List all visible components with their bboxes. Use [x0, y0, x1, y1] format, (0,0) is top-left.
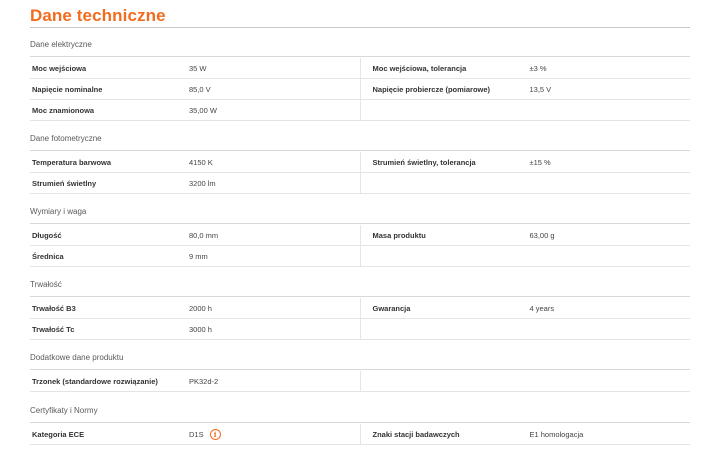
spec-value: PK32d-2: [189, 376, 219, 386]
section-heading-lifetime: Trwałość: [30, 280, 62, 289]
spec-value: 9 mm: [189, 251, 208, 261]
spec-value: 85,0 V: [189, 84, 211, 94]
spec-label: Długość: [32, 230, 62, 240]
spec-value: 35,00 W: [189, 105, 217, 115]
table-row: [30, 298, 690, 319]
section-divider: [30, 296, 690, 297]
table-row: [30, 371, 690, 392]
spec-value: 63,00 g: [529, 230, 555, 240]
table-row: [30, 225, 690, 246]
spec-label: Gwarancja: [372, 303, 411, 313]
table-row: [30, 58, 690, 79]
section-divider: [30, 56, 690, 57]
spec-value: 3000 h: [189, 324, 212, 334]
spec-value: 2000 h: [189, 303, 212, 313]
section-heading-electrical: Dane elektryczne: [30, 40, 92, 49]
spec-label: Masa produktu: [372, 230, 426, 240]
section-heading-photometric: Dane fotometryczne: [30, 134, 102, 143]
section-heading-dimensions: Wymiary i waga: [30, 207, 87, 216]
spec-value: 13,5 V: [529, 84, 552, 94]
spec-label: Napięcie probiercze (pomiarowe): [372, 84, 491, 94]
spec-label: Znaki stacji badawczych: [372, 429, 460, 439]
spec-label: Trwałość B3: [32, 303, 76, 313]
spec-label: Strumień świetlny, tolerancja: [372, 157, 476, 167]
table-row: [30, 246, 690, 267]
table-row: [30, 79, 690, 100]
title-divider: [30, 27, 690, 28]
section-heading-additional: Dodatkowe dane produktu: [30, 353, 124, 362]
spec-table-certificates: [30, 424, 690, 445]
info-icon[interactable]: i: [210, 429, 221, 440]
spec-label: Napięcie nominalne: [32, 84, 103, 94]
table-row: [30, 173, 690, 194]
spec-value: E1 homologacja: [529, 429, 584, 439]
spec-table-photometric: [30, 152, 690, 194]
section-divider: [30, 150, 690, 151]
table-row: [30, 424, 690, 445]
spec-table-dimensions: [30, 225, 690, 267]
spec-label: Moc znamionowa: [32, 105, 95, 115]
section-divider: [30, 223, 690, 224]
spec-value: 4150 K: [189, 157, 213, 167]
spec-table-electrical: [30, 58, 690, 121]
spec-label: Temperatura barwowa: [32, 157, 112, 167]
spec-label: Moc wejściowa: [32, 63, 87, 73]
section-heading-certificates: Certyfikaty i Normy: [30, 406, 98, 415]
page-title: Dane techniczne: [30, 6, 166, 25]
section-divider: [30, 422, 690, 423]
table-row: [30, 319, 690, 340]
spec-label: Trwałość Tc: [32, 324, 75, 334]
spec-value: ±15 %: [529, 157, 551, 167]
spec-label: Strumień świetlny: [32, 178, 97, 188]
table-row: [30, 152, 690, 173]
spec-value: ±3 %: [529, 63, 547, 73]
spec-label: Średnica: [32, 251, 64, 261]
spec-value: 35 W: [189, 63, 207, 73]
table-row: [30, 100, 690, 121]
spec-table-lifetime: [30, 298, 690, 340]
spec-value: 80,0 mm: [189, 230, 219, 240]
spec-table-additional: [30, 371, 690, 392]
spec-value: 3200 lm: [189, 178, 216, 188]
spec-value: [189, 429, 221, 440]
spec-label: Trzonek (standardowe rozwiązanie): [32, 376, 158, 386]
spec-label: Kategoria ECE: [32, 429, 85, 439]
spec-value: 4 years: [529, 303, 555, 313]
spec-label: Moc wejściowa, tolerancja: [372, 63, 467, 73]
section-divider: [30, 369, 690, 370]
ece-category-value: D1S: [189, 429, 204, 439]
